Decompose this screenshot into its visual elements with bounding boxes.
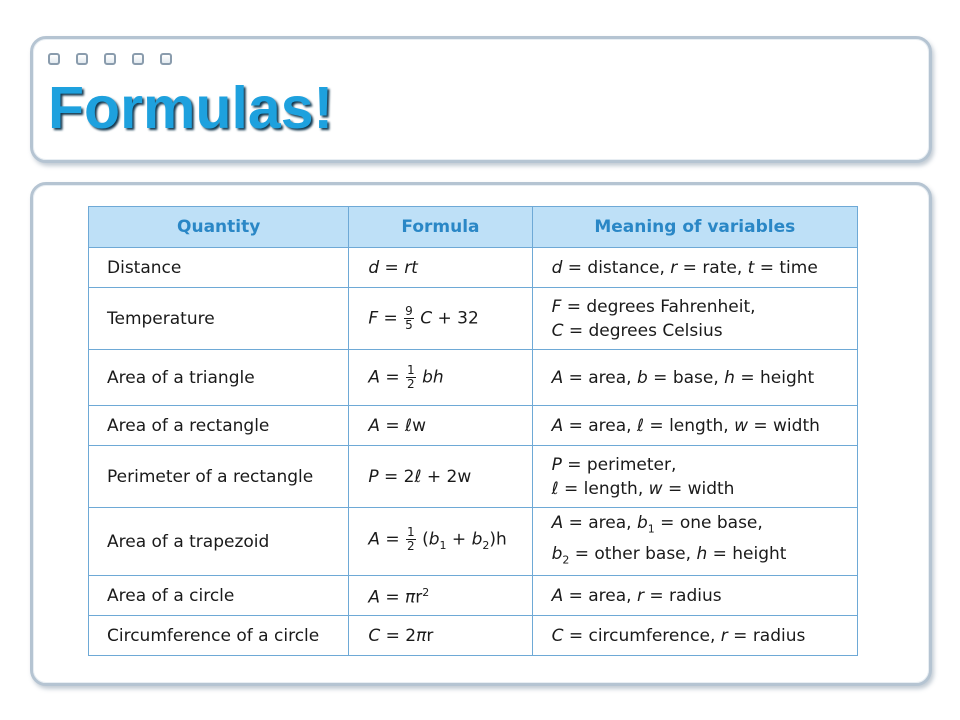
meaning-line: C = degrees Celsius [551, 320, 723, 341]
meaning-line: A = area, r = radius [551, 585, 722, 606]
header-formula: Formula [349, 207, 532, 248]
table-row [89, 508, 858, 576]
meaning-line: A = area, b = base, h = height [551, 367, 815, 388]
formula-cell: A = $\frac{1}{2}$ bh [349, 350, 532, 406]
table-row [89, 616, 858, 656]
table-header-row [89, 207, 858, 248]
quantity-cell: Circumference of a circle [89, 616, 349, 656]
formula-cell: F = $\frac{9}{5}$ C + 32 [349, 288, 532, 350]
meaning-line: d = distance, r = rate, t = time [551, 257, 818, 278]
quantity-cell: Area of a rectangle [89, 406, 349, 446]
dot-icon [104, 53, 116, 65]
meaning-cell [532, 406, 857, 446]
meaning-cell [532, 350, 857, 406]
quantity-cell: Area of a trapezoid [89, 508, 349, 576]
meaning-cell [532, 248, 857, 288]
meaning-line: A = area, ℓ = length, w = width [551, 415, 820, 436]
dot-icon [132, 53, 144, 65]
dot-icon [76, 53, 88, 65]
table-row [89, 576, 858, 616]
meaning-cell [532, 508, 857, 576]
meaning-line: ℓ = length, w = width [551, 478, 735, 499]
table-row [89, 406, 858, 446]
meaning-line: A = area, $b_1$ = one base, [551, 513, 763, 536]
quantity-cell: Area of a circle [89, 576, 349, 616]
table-row [89, 350, 858, 406]
table-row [89, 446, 858, 508]
quantity-cell: Area of a triangle [89, 350, 349, 406]
formula-cell: A = $\frac{1}{2}$ $(b_1 + b_2)h$ [349, 508, 532, 576]
header-quantity: Quantity [89, 207, 349, 248]
meaning-line: P = perimeter, [551, 454, 677, 475]
window-dots [48, 53, 172, 65]
meaning-line: C = circumference, r = radius [551, 625, 806, 646]
quantity-cell: Perimeter of a rectangle [89, 446, 349, 508]
formula-cell: $A = \pi r^2$ [349, 576, 532, 616]
table-row [89, 288, 858, 350]
formulas-table [88, 206, 858, 656]
meaning-cell [532, 446, 857, 508]
formula-cell: P = 2ℓ + 2w [349, 446, 532, 508]
formula-cell: C = 2πr [349, 616, 532, 656]
formula-cell: d = rt [349, 248, 532, 288]
meaning-line: F = degrees Fahrenheit, [551, 296, 756, 317]
dot-icon [160, 53, 172, 65]
meaning-cell [532, 576, 857, 616]
meaning-line: $b_2$ = other base, h = height [551, 543, 787, 566]
page-title: Formulas! [48, 75, 334, 141]
formula-cell: A = ℓw [349, 406, 532, 446]
quantity-cell: Temperature [89, 288, 349, 350]
meaning-cell [532, 616, 857, 656]
header-meaning: Meaning of variables [532, 207, 857, 248]
table-row [89, 248, 858, 288]
quantity-cell: Distance [89, 248, 349, 288]
meaning-cell [532, 288, 857, 350]
dot-icon [48, 53, 60, 65]
